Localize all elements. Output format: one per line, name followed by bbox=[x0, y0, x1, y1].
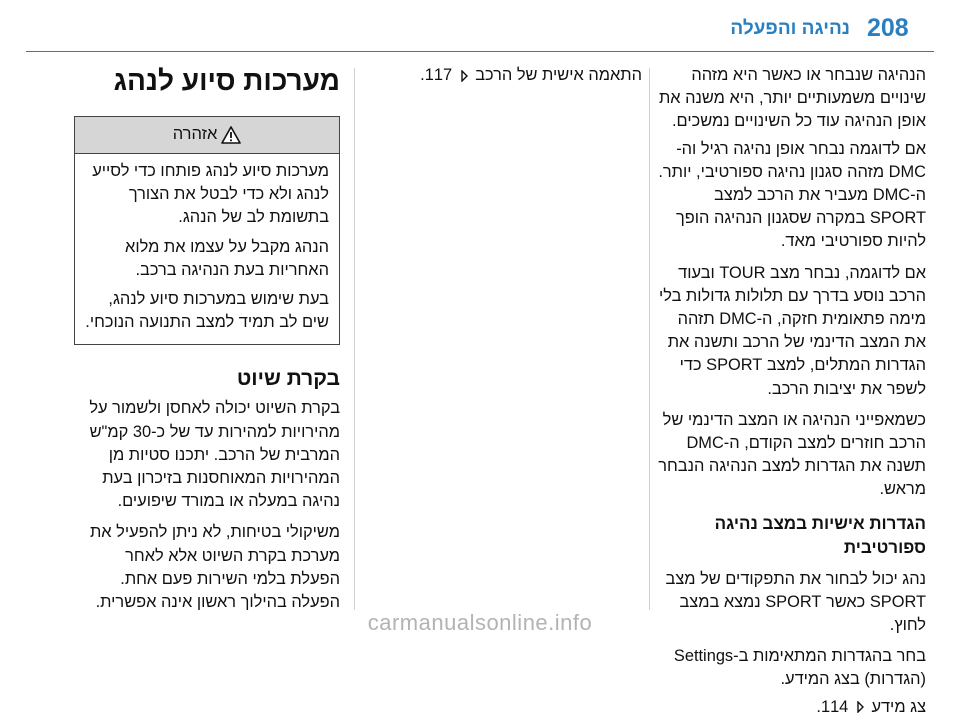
warning-paragraph-1: מערכות סיוע לנהג פותחו כדי לסייע לנהג ולא כדי לבטל את הצורך בתשומת לב של הנהג. bbox=[92, 162, 329, 227]
warning-body bbox=[75, 154, 339, 344]
vehicle-personalization-reference[interactable] bbox=[368, 64, 642, 87]
right-paragraph-5: נהג יכול לבחור את התפקודים של מצב SPORT כאשר SPORT נמצא במצב לחוץ. bbox=[665, 569, 926, 635]
middle-column bbox=[368, 64, 642, 95]
reference-period: . bbox=[816, 697, 821, 716]
middle-text: התאמה אישית של הרכב bbox=[475, 66, 642, 84]
column-divider-left bbox=[354, 68, 355, 610]
settings-instruction: בחר בהגדרות המתאימות ב-Settings (הגדרות) בצג המידע. bbox=[673, 647, 926, 689]
left-column bbox=[74, 64, 340, 622]
warning-triangle-icon bbox=[221, 126, 241, 144]
reference-arrow-icon bbox=[459, 70, 469, 82]
section-title: מערכות סיוע לנהג bbox=[113, 65, 340, 96]
middle-ref-page: 117 bbox=[424, 66, 453, 84]
middle-ref-period: . bbox=[420, 66, 425, 84]
cruise-paragraph-1: בקרת השיוט יכולה לאחסן ולשמור על מהירויות למהירות עד של כ-30 קמ"ש המרבית של הרכב. יתכנו סטיות מן המהירויות המאוחסנות בזיכרון בעת נהיגה במעלה או במורד שיפועים. bbox=[89, 399, 340, 511]
right-paragraph-3: אם לדוגמה, נבחר מצב TOUR ובעוד הרכב נוסע בדרך עם תלולות גדולות בלי מימה פתאומית חזקה, ה-DMC תזהה את המצב הדינמי של הרכב ותשנה את הגדרות המתלים, למצב SPORT כדי לשפר את יציבות הרכב. bbox=[658, 263, 926, 398]
running-head: נהיגה והפעלה bbox=[730, 18, 850, 39]
cruise-control-heading: בקרת שיוט bbox=[236, 367, 340, 391]
warning-header bbox=[75, 117, 339, 154]
reference-arrow-icon bbox=[855, 701, 865, 713]
page-number: 208 bbox=[867, 14, 909, 42]
sub-heading-sport-settings: הגדרות אישיות במצב נהיגה ספורטיבית bbox=[714, 513, 926, 557]
warning-paragraph-3: בעת שימוש במערכות סיוע לנהג, שים לב תמיד למצב התנועה הנוכחי. bbox=[85, 290, 329, 332]
reference-label: צג מידע bbox=[871, 697, 926, 716]
header-rule bbox=[26, 51, 934, 52]
right-paragraph-2: אם לדוגמה נבחר אופן נהיגה רגיל וה-DMC מזהה סגנון נהיגה ספורטיבי, יותר. ה-DMC מעביר את הרכב למצב SPORT במקרה שסגנון הנהיגה הופך להיות ספורטיבי מאד. bbox=[658, 139, 926, 251]
info-display-reference[interactable] bbox=[656, 696, 926, 719]
warning-label: אזהרה bbox=[172, 125, 218, 144]
reference-page: 114 bbox=[820, 697, 849, 716]
right-paragraph-1: הנהיגה שנבחר או כאשר היא מזהה שינויים משמעותיים יותר, היא משנה את אופן הנהיגה עוד כל השינויים נמשכים. bbox=[658, 66, 926, 131]
right-paragraph-4: כשמאפייני הנהיגה או המצב הדינמי של הרכב חוזרים למצב הקודם, ה-DMC תשנה את הגדרות למצב הנהיגה הנבחר מראש. bbox=[658, 410, 926, 499]
column-divider-right bbox=[649, 68, 650, 610]
warning-paragraph-2: הנהג מקבל על עצמו את מלוא האחריות בעת הנהיגה ברכב. bbox=[125, 237, 329, 279]
watermark: carmanualsonline.info bbox=[367, 610, 593, 635]
cruise-paragraph-2: משיקולי בטיחות, לא ניתן להפעיל את מערכת בקרת השיוט אלא לאחר הפעלת בלמי השירות פעם אחת. הפעלה בהילוך ראשון אינה אפשרית. bbox=[89, 523, 340, 612]
warning-box bbox=[74, 116, 340, 345]
